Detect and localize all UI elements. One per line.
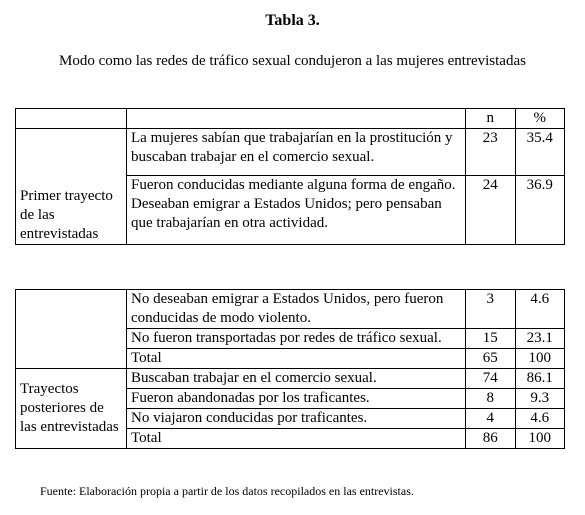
row-pct: 9.3	[515, 389, 564, 409]
row-pct: 100	[515, 349, 564, 369]
row-description: Total	[127, 429, 466, 449]
table-row	[16, 369, 565, 389]
row-pct: 86.1	[515, 369, 564, 389]
header-row	[16, 109, 565, 129]
row-description: Fueron abandonadas por los traficantes.	[127, 389, 466, 409]
header-blank	[127, 109, 466, 129]
column-header-pct: %	[515, 109, 564, 129]
row-description: La mujeres sabían que trabajarían en la prostitución y buscaban trabajar en el comercio sexual.	[127, 129, 466, 176]
source-note: Fuente: Elaboración propia a partir de los datos recopilados en las entrevistas.	[40, 484, 414, 498]
row-description: No viajaron conducidas por traficantes.	[127, 409, 466, 429]
table-title: Tabla 3.	[265, 12, 320, 29]
row-n: 65	[466, 349, 515, 369]
group-label-blank	[16, 349, 127, 369]
row-pct: 4.6	[515, 409, 564, 429]
row-pct: 23.1	[515, 329, 564, 349]
row-n: 4	[466, 409, 515, 429]
row-pct: 36.9	[515, 175, 564, 244]
row-description: No fueron transportadas por redes de tráfico sexual.	[127, 329, 466, 349]
group-label-text: Trayectos posteriores de las entrevistadas	[20, 381, 119, 435]
row-pct: 4.6	[515, 290, 564, 329]
group-label-primer-trayecto	[16, 129, 127, 245]
row-description: No deseaban emigrar a Estados Unidos, pero fueron conducidas de modo violento.	[127, 290, 466, 329]
row-pct: 100	[515, 429, 564, 449]
data-table-part-2	[15, 289, 565, 449]
row-pct: 35.4	[515, 129, 564, 176]
table-row	[16, 329, 565, 349]
group-label-blank	[16, 329, 127, 349]
table-row	[16, 290, 565, 329]
row-n: 74	[466, 369, 515, 389]
group-label-text: Primer trayecto de las entrevistadas	[20, 188, 113, 242]
table-row	[16, 129, 565, 176]
header-blank	[16, 109, 127, 129]
row-description: Total	[127, 349, 466, 369]
row-n: 15	[466, 329, 515, 349]
row-n: 24	[466, 175, 515, 244]
group-label-trayectos-posteriores	[16, 369, 127, 449]
row-n: 86	[466, 429, 515, 449]
row-description: Fueron conducidas mediante alguna forma de engaño. Deseaban emigrar a Estados Unidos; pero pensaban que trabajarían en otra actividad.	[127, 175, 466, 244]
total-row	[16, 349, 565, 369]
row-n: 8	[466, 389, 515, 409]
row-n: 23	[466, 129, 515, 176]
row-n: 3	[466, 290, 515, 329]
data-table-part-1	[15, 108, 565, 245]
table-subtitle: Modo como las redes de tráfico sexual condujeron a las mujeres entrevistadas	[59, 53, 526, 69]
row-description: Buscaban trabajar en el comercio sexual.	[127, 369, 466, 389]
column-header-n: n	[466, 109, 515, 129]
group-label-blank	[16, 290, 127, 329]
